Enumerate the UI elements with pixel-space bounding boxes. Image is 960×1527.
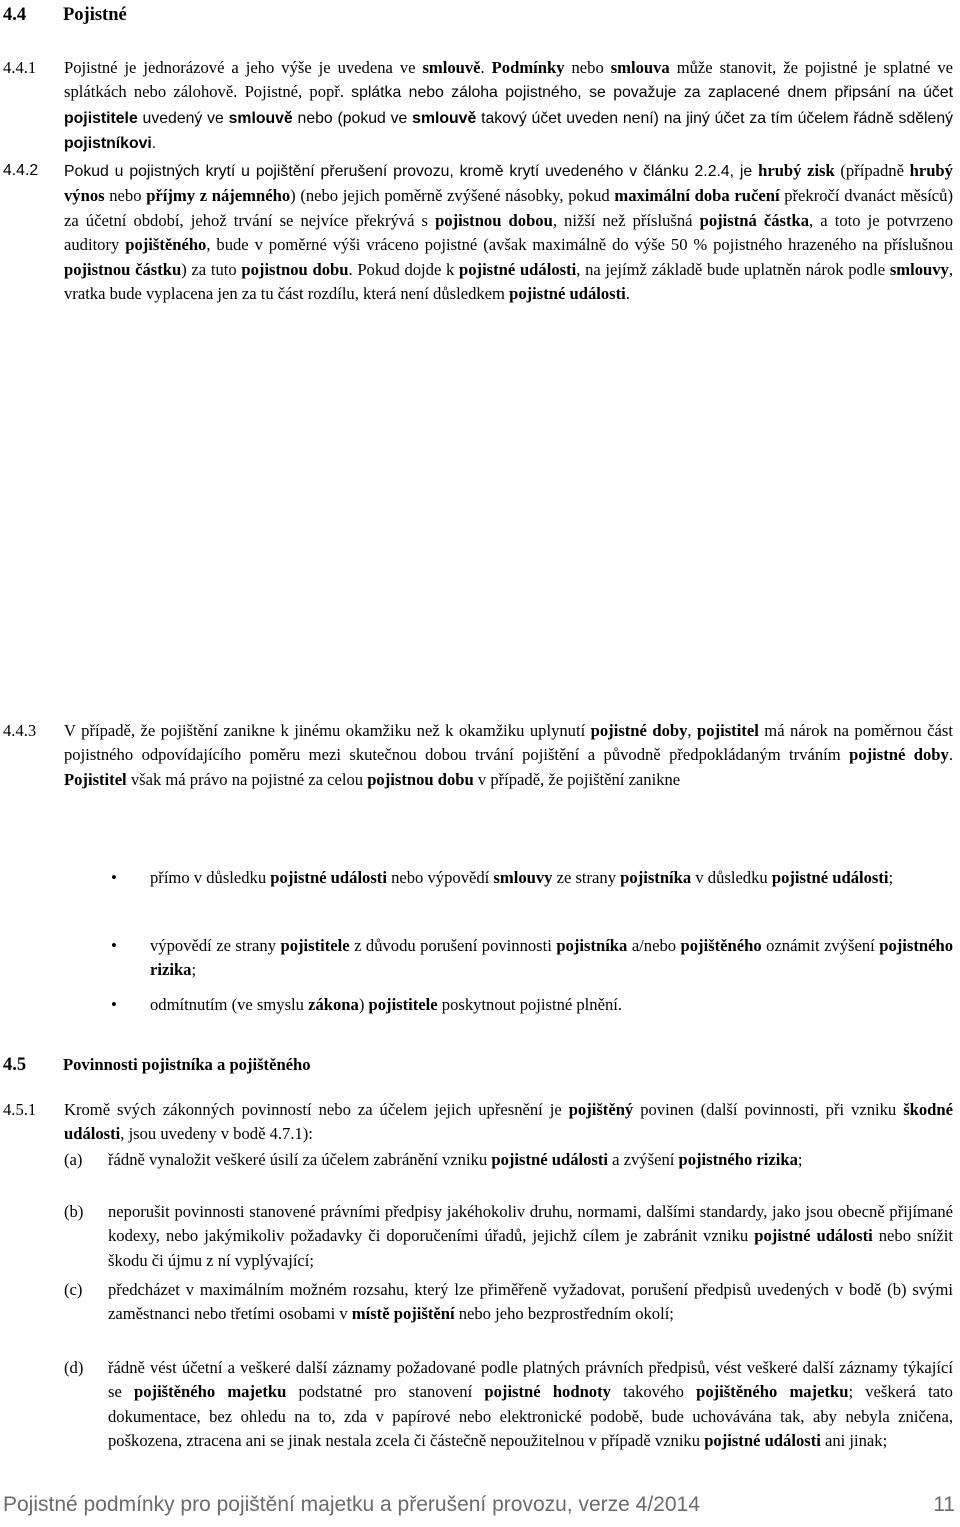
bullet-icon: • (111, 936, 117, 955)
bullet-item: • odmítnutím (ve smyslu zákona) pojistitele poskytnout pojistné plnění. (150, 993, 953, 1017)
bullet-icon: • (111, 995, 117, 1014)
section-title: Pojistné (63, 5, 127, 25)
footer-title: Pojistné podmínky pro pojištění majetku a přerušení provozu, verze 4/2014 (3, 1493, 700, 1516)
paragraph-4-4-1 (3, 56, 953, 157)
paragraph-text: Pojistné je jednorázové a jeho výše je uvedena ve smlouvě. Podmínky nebo smlouva může stanovit, že pojistné je splatné ve splátkách nebo zálohově. Pojistné, popř. splátka nebo záloha pojistného, se považuje za zaplacené dnem připsání na účet pojistitele uvedený ve smlouvě nebo (pokud ve smlouvě takový účet uveden není) na jiný účet za tím účelem řádně sdělený pojistníkovi. (64, 58, 954, 153)
list-item-label: (d) (64, 1358, 84, 1377)
list-item-label: (c) (64, 1280, 83, 1299)
bullet-icon: • (111, 868, 117, 887)
paragraph-4-4-2 (3, 159, 953, 306)
list-item-text: předcházet v maximálním možném rozsahu, který lze přiměřeně vyžadovat, porušení předpisů uvedených v bodě (b) svými zaměstnanci nebo třetími osobami v místě pojištění nebo jeho bezprostředním okolí; (108, 1280, 953, 1324)
bullet-item: • přímo v důsledku pojistné události nebo výpovědí smlouvy ze strany pojistníka v důsledku pojistné události; (150, 866, 953, 890)
page-number: 11 (933, 1493, 955, 1516)
section-heading-4-5: 4.5 Povinnosti pojistníka a pojištěného (3, 1055, 311, 1075)
paragraph-text: Kromě svých zákonných povinností nebo za účelem jejich upřesnění je pojištěný povinen (další povinnosti, při vzniku škodné události, jsou uvedeny v bodě 4.7.1): (64, 1100, 954, 1144)
list-item-b (64, 1200, 953, 1273)
paragraph-text: V případě, že pojištění zanikne k jinému okamžiku než k okamžiku uplynutí pojistné doby, pojistitel má nárok na poměrnou část pojistného odpovídajícího poměru mezi skutečnou dobou trvání pojištění a původně předpokládaným trváním pojistné doby. Pojistitel však má právo na pojistné za celou pojistnou dobu v případě, že pojištění zanikne (64, 721, 953, 789)
list-item-a (64, 1148, 953, 1172)
list-item-text: řádně vynaložit veškeré úsilí za účelem zabránění vzniku pojistné události a zvýšení pojistného rizika; (108, 1150, 803, 1169)
paragraph-number: 4.5.1 (3, 1100, 37, 1119)
paragraph-number: 4.4.1 (3, 58, 37, 77)
page-footer (3, 1492, 955, 1518)
list-item-text: řádně vést účetní a veškeré další záznamy požadované podle platných právních předpisů, vést veškeré další záznamy týkající se pojištěného majetku podstatné pro stanovení pojistné hodnoty takového pojištěného majetku; veškerá tato dokumentace, bez ohledu na to, zda v papírové nebo elektronické podobě, bude uchovávána tak, aby nebyla zničena, poškozena, ztracena ani se jinak nestala zcela či částečně nepoužitelnou v případě vzniku pojistné události ani jinak; (108, 1358, 953, 1451)
section-heading-4-4: 4.4 Pojistné (3, 5, 127, 25)
paragraph-number: 4.4.2 (3, 162, 39, 179)
list-item-c (64, 1278, 953, 1327)
list-item-d (64, 1356, 953, 1454)
list-item-label: (a) (64, 1150, 83, 1169)
paragraph-4-5-1 (3, 1098, 953, 1147)
section-title: Povinnosti pojistníka a pojištěného (63, 1055, 311, 1074)
bullet-item: • výpovědí ze strany pojistitele z důvodu porušení povinnosti pojistníka a/nebo pojištěného oznámit zvýšení pojistného rizika; (111, 936, 953, 980)
list-item-text: neporušit povinnosti stanovené právními předpisy jakéhokoliv druhu, normami, dalšími standardy, jako jsou obecně přijímané kodexy, nebo jakýmikoliv požadavky či doporučeními úřadů, jejichž cílem je zabránit vzniku pojistné události nebo snížit škodu či újmu z ní vyplývající; (108, 1202, 953, 1270)
list-item-label: (b) (64, 1202, 84, 1221)
paragraph-4-4-3 (3, 719, 953, 792)
paragraph-text: Pokud u pojistných krytí u pojištění přerušení provozu, kromě krytí uvedeného v článku 2.2.4, je hrubý zisk (případně hrubý výnos nebo příjmy z nájemného) (nebo jejich poměrně zvýšené násobky, pokud maximální doba ručení překročí dvanáct měsíců) za účetní období, jehož trvání se nejvíce překrývá s pojistnou dobou, nižší než příslušná pojistná částka, a toto je potvrzeno auditory pojištěného, bude v poměrné výši vráceno pojistné (avšak maximálně do výše 50 % pojistného hrazeného na příslušnou pojistnou částku) za tuto pojistnou dobu. Pokud dojde k pojistné události, na jejímž základě bude uplatněn nárok podle smlouvy, vratka bude vyplacena jen za tu část rozdílu, která není důsledkem pojistné události. (64, 161, 954, 304)
paragraph-number: 4.4.3 (3, 721, 37, 740)
